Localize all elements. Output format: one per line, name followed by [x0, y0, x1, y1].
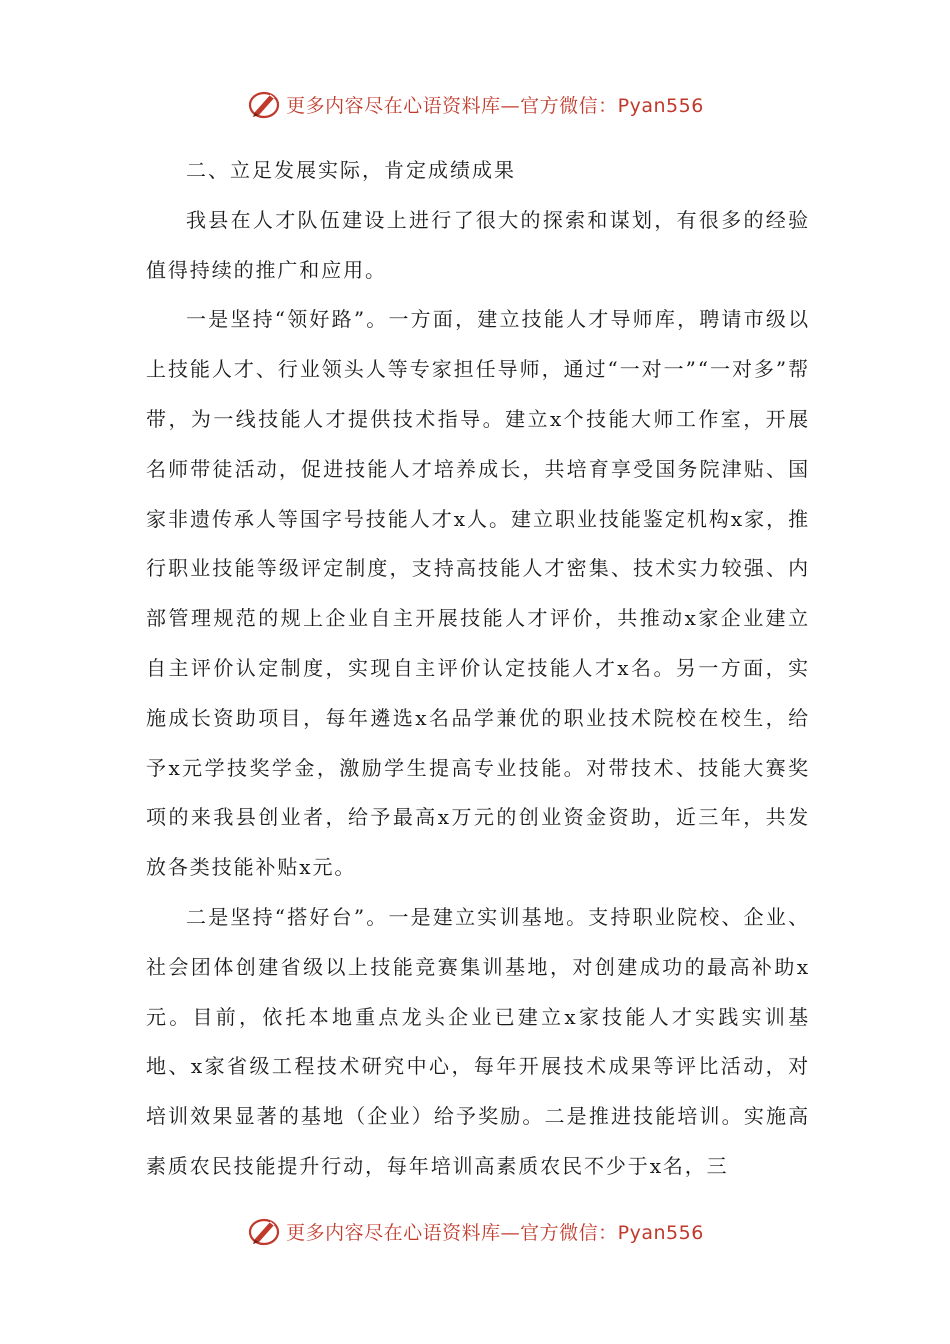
pen-logo-icon	[246, 1213, 282, 1249]
paragraph-build-platform: 二是坚持“搭好台”。一是建立实训基地。支持职业院校、企业、社会团体创建省级以上技能竞赛集训基地，对创建成功的最高补助x元。目前，依托本地重点龙头企业已建立x家技能人才实践实训基地、x家省级工程技术研究中心，每年开展技术成果等评比活动，对培训效果显著的基地（企业）给予奖励。二是推进技能培训。实施高素质农民技能提升行动，每年培训高素质农民不少于x名，三	[146, 904, 810, 1178]
pen-logo-icon	[246, 86, 282, 122]
section-heading: 二、立足发展实际，肯定成绩成果	[186, 158, 516, 182]
banner-text: 更多内容尽在心语资料库—官方微信：Pyan556	[286, 1221, 704, 1244]
paragraph-intro: 我县在人才队伍建设上进行了很大的探索和谋划，有很多的经验值得持续的推广和应用。	[146, 207, 810, 282]
banner-text: 更多内容尽在心语资料库—官方微信：Pyan556	[286, 94, 704, 117]
header-banner	[0, 84, 950, 124]
document-body	[146, 146, 810, 1192]
footer-banner	[0, 1211, 950, 1251]
wechat-id: Pyan556	[617, 94, 704, 117]
paragraph-lead-the-way: 一是坚持“领好路”。一方面，建立技能人才导师库，聘请市级以上技能人才、行业领头人等专家担任导师，通过“一对一”“一对多”帮带，为一线技能人才提供技术指导。建立x个技能大师工作室，开展名师带徒活动，促进技能人才培养成长，共培育享受国务院津贴、国家非遗传承人等国字号技能人才x人。建立职业技能鉴定机构x家，推行职业技能等级评定制度，支持高技能人才密集、技术实力较强、内部管理规范的规上企业自主开展技能人才评价，共推动x家企业建立自主评价认定制度，实现自主评价认定技能人才x名。另一方面，实施成长资助项目，每年遴选x名品学兼优的职业技术院校在校生，给予x元学技奖学金，激励学生提高专业技能。对带技术、技能大赛奖项的来我县创业者，给予最高x万元的创业资金资助，近三年，共发放各类技能补贴x元。	[146, 307, 810, 880]
wechat-id: Pyan556	[617, 1221, 704, 1244]
